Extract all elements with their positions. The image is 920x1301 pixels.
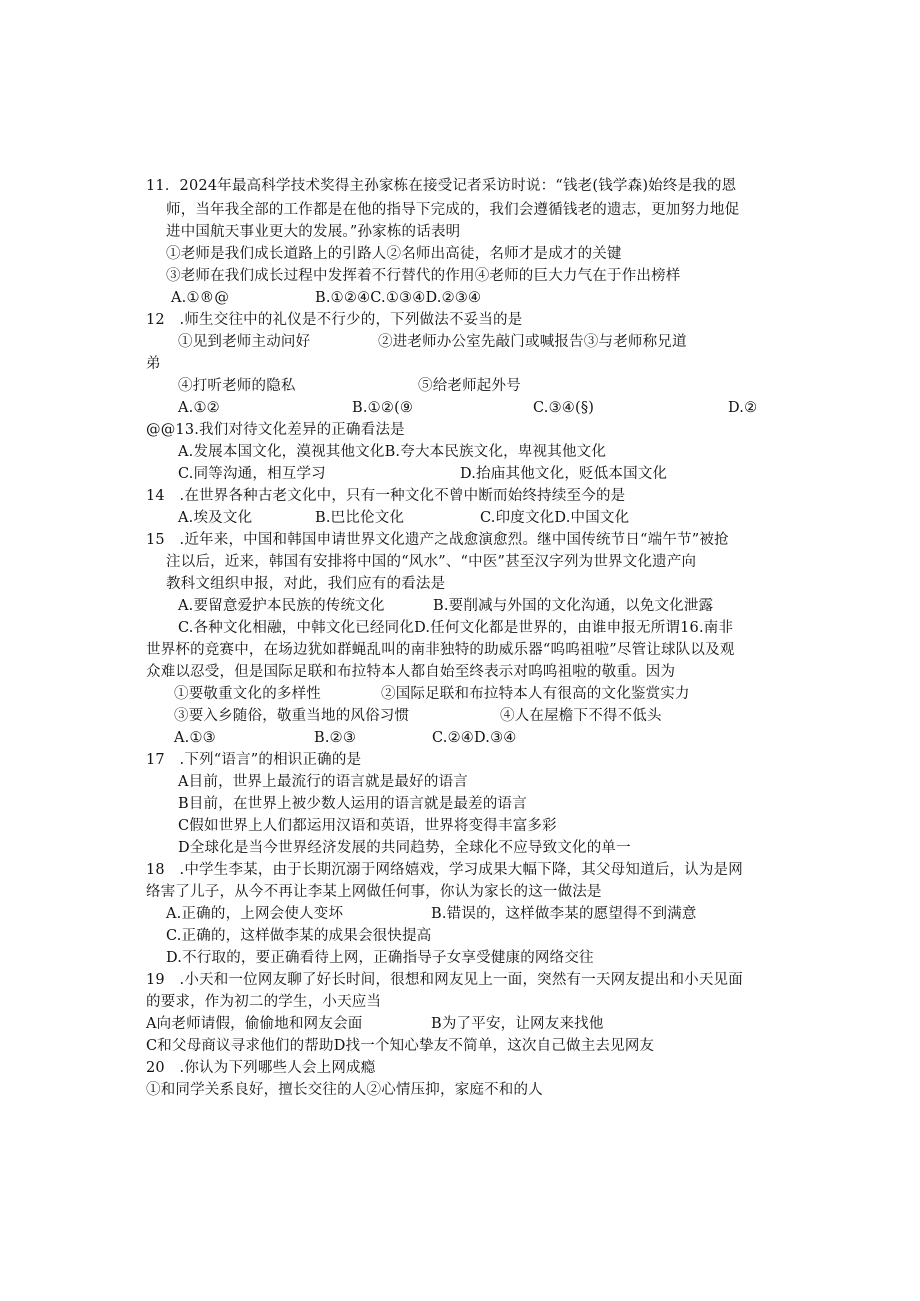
q14-option-b: B.巴比伦文化 <box>315 510 405 526</box>
q17-line-1: 17 .下列“语言”的相识正确的是 <box>146 752 362 768</box>
q15-line-1: 15 .近年来，中国和韩国申请世界文化遗产之战愈演愈烈。继中国传统节日“端午节”被抢 <box>146 532 729 548</box>
q15-line-2: 注以后，近来，韩国有安排将中国的“风水”、“中医”甚至汉字列为世界文化遗产向 <box>166 554 697 570</box>
q11-line-5: ③老师在我们成长过程中发挥着不行替代的作用④老师的巨大力气在于作出榜样 <box>166 268 681 284</box>
q20-line-2: ①和同学关系良好，擅长交往的人②心情压抑，家庭不和的人 <box>146 1082 543 1098</box>
q16-line-4b: ④人在屋檐下不得不低头 <box>500 708 662 724</box>
q14-options-cd: C.印度文化D.中国文化 <box>480 510 630 526</box>
q17-option-a: A目前，世界上最流行的语言就是最好的语言 <box>178 774 468 790</box>
q14-option-a: A.埃及文化 <box>178 510 253 526</box>
q12-line-1: 12 .师生交往中的礼仪是不行少的，下列做法不妥当的是 <box>146 312 523 328</box>
q13-line-3a: C.同等沟通，相互学习 <box>178 466 326 482</box>
q11-line-4: ①老师是我们成长道路上的引路人②名师出高徒，名师才是成才的关键 <box>166 246 622 262</box>
q15-option-b: B.要削减与外国的文化沟通，以免文化泄露 <box>433 598 714 614</box>
q15-line-5: C.各种文化相融，中韩文化已经同化D.任何文化都是世界的，由谁申报无所谓16.南非 <box>178 620 734 636</box>
q15-line-3: 教科文组织申报，对此，我们应有的看法是 <box>166 576 446 592</box>
q19-option-a: A向老师请假，偷偷地和网友会面 <box>146 1016 363 1032</box>
q17-option-b: B目前，在世界上被少数人运用的语言就是最差的语言 <box>178 796 527 812</box>
q11-option-a: A.①®@ <box>171 290 230 306</box>
q12-line-4a: ④打听老师的隐私 <box>178 378 296 394</box>
q12-line-2a: ①见到老师主动问好 <box>178 334 311 350</box>
q16-options-cd: C.②④D.③④ <box>432 730 517 746</box>
q12-option-c: C.③④(§) <box>533 400 595 416</box>
q16-line-1: 世界杯的竞赛中，在场边犹如群蝇乱叫的南非独特的助威乐器“呜呜祖啦”尽管让球队以及观 <box>146 642 735 658</box>
q12-option-d: D.② <box>728 400 758 416</box>
q12-option-a: A.①② <box>178 400 220 416</box>
q13-line-3b: D.抬庙其他文化，贬低本国文化 <box>460 466 668 482</box>
q17-option-c: C假如世界上人们都运用汉语和英语，世界将变得丰富多彩 <box>178 818 557 834</box>
q12-option-b: B.①②(⑨ <box>352 400 414 416</box>
q19-line-1: 19 .小天和一位网友聊了好长时间，很想和网友见上一面，突然有一天网友提出和小天见面 <box>146 972 743 988</box>
q15-option-a: A.要留意爱护本民族的传统文化 <box>178 598 385 614</box>
q11-line-3: 进中国航天事业更大的发展。”孙家栋的话表明 <box>166 224 461 240</box>
q18-option-a: A.正确的，上网会使人变坏 <box>166 906 344 922</box>
q18-option-d: D.不行取的，要正确看待上网，正确指导子女享受健康的网络交往 <box>166 950 594 966</box>
q12-line-2b: ②进老师办公室先敲门或喊报告③与老师称兄道 <box>378 334 687 350</box>
q16-line-2: 众难以忍受，但是国际足联和布拉特本人都自始至终表示对呜呜祖啦的敬重。因为 <box>146 664 676 680</box>
q14-line-1: 14 .在世界各种古老文化中，只有一种文化不曾中断而始终持续至今的是 <box>146 488 626 504</box>
q16-line-3b: ②国际足联和布拉特本人有很高的文化鉴赏实力 <box>381 686 690 702</box>
q13-line-2: A.发展本国文化，漠视其他文化B.夸大本民族文化，卑视其他文化 <box>178 444 607 460</box>
q18-line-1: 18 .中学生李某，由于长期沉溺于网络嬉戏，学习成果大幅下降，其父母知道后，认为是网 <box>146 862 743 878</box>
q18-line-2: 络害了儿子，从今不再让李某上网做任何事，你认为家长的这一做法是 <box>146 884 602 900</box>
q19-option-b: B为了平安，让网友来找他 <box>431 1016 604 1032</box>
q16-line-4a: ③要入乡随俗，敬重当地的风俗习惯 <box>174 708 410 724</box>
q11-options-bcd: B.①②④C.①③④D.②③④ <box>315 290 482 306</box>
q19-options-cd: C和父母商议寻求他们的帮助D找一个知心挚友不简单，这次自己做主去见网友 <box>146 1038 655 1054</box>
q13-line-1: @@13.我们对待文化差异的正确看法是 <box>146 422 405 438</box>
q11-line-2: 师，当年我全部的工作都是在他的指导下完成的，我们会遵循钱老的遗志，更加努力地促 <box>166 202 740 218</box>
q17-option-d: D全球化是当今世界经济发展的共同趋势，全球化不应导致文化的单一 <box>178 840 631 856</box>
q18-option-c: C.正确的，这样做李某的成果会很快提高 <box>166 928 432 944</box>
q16-line-3a: ①要敬重文化的多样性 <box>174 686 321 702</box>
q12-line-3: 弟 <box>146 356 161 372</box>
q18-option-b: B.错误的，这样做李某的愿望得不到满意 <box>431 906 697 922</box>
q20-line-1: 20 .你认为下列哪些人会上网成瘾 <box>146 1060 376 1076</box>
q11-line-1: 11．2024年最高科学技术奖得主孙家栋在接受记者采访时说：“钱老(钱学森)始终是我的恩 <box>146 178 737 194</box>
q16-option-b: B.②③ <box>314 730 357 746</box>
q12-line-4b: ⑤给老师起外号 <box>418 378 521 394</box>
q19-line-2: 的要求，作为初二的学生，小天应当 <box>146 994 382 1010</box>
q16-option-a: A.①③ <box>174 730 216 746</box>
